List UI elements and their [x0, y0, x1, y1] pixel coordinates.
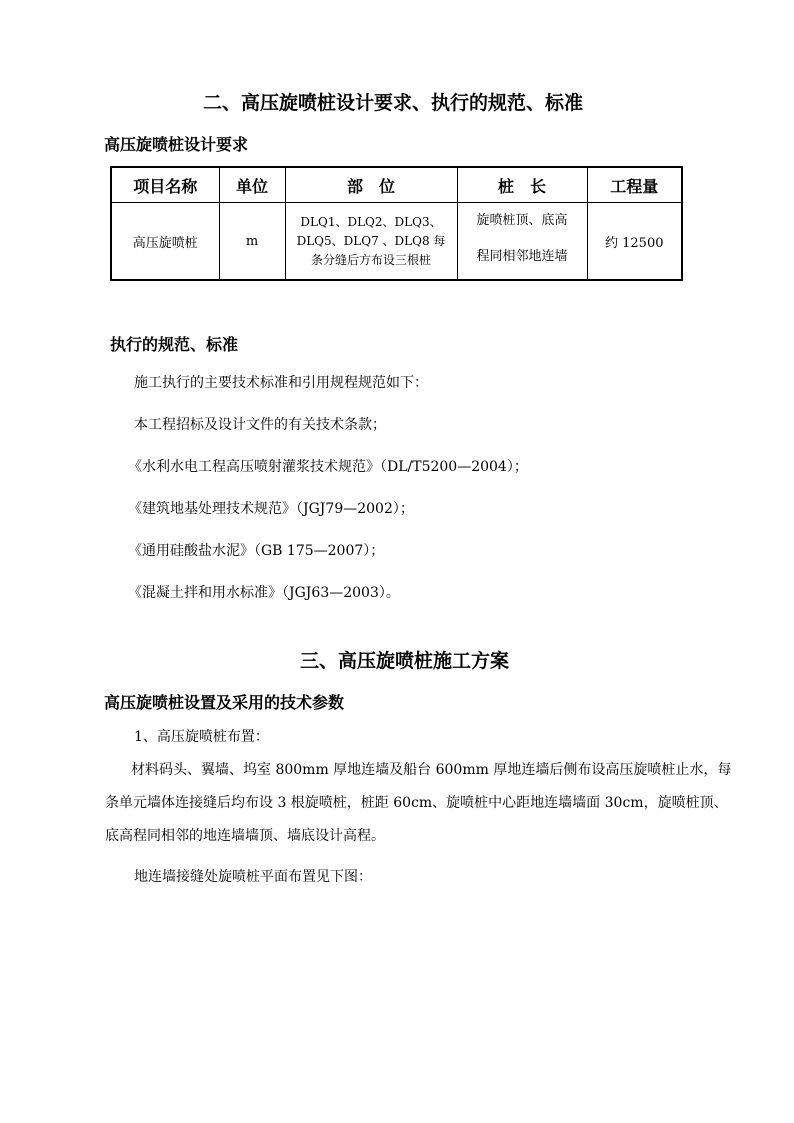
- header-location: 部 位: [285, 167, 457, 203]
- standards-item-5: 《混凝土拌和用水标准》（JGJ63—2003）。: [128, 585, 400, 601]
- figure-note: 地连墙接缝处旋喷桩平面布置见下图：: [134, 869, 372, 885]
- header-pile-length: 桩 长: [457, 167, 587, 203]
- design-requirements-table: [110, 166, 683, 281]
- cell-location-line3: 条分缝后方布设三根桩: [310, 252, 431, 267]
- standards-item-1: 本工程招标及设计文件的有关技术条款；: [134, 417, 386, 433]
- header-item-name: 项目名称: [111, 167, 219, 203]
- cell-pile-length-line2: 程同相邻地连墙: [476, 249, 568, 264]
- cell-quantity: 约 12500: [587, 203, 682, 281]
- cell-pile-length: [457, 203, 587, 281]
- pile-layout-paragraph: 材料码头、翼墙、坞室 800mm 厚地连墙及船台 600mm 厚地连墙后侧布设高压旋喷桩止水，每条单元墙体连接缝后均布设 3 根旋喷桩，桩距 60cm、旋喷桩中心距地连墙墙面 30cm，旋喷桩顶、底高程同相邻的地连墙墙顶、墙底设计高程。: [105, 762, 732, 844]
- cell-location: [285, 203, 457, 281]
- standards-item-2: 《水利水电工程高压喷射灌浆技术规范》（DL/T5200—2004）；: [128, 459, 528, 475]
- pile-layout-item: 1、高压旋喷桩布置：: [134, 729, 269, 745]
- header-quantity: 工程量: [587, 167, 682, 203]
- cell-item-name: 高压旋喷桩: [111, 203, 219, 281]
- table-header-row: [111, 167, 682, 203]
- technical-parameters-heading: 高压旋喷桩设置及采用的技术参数: [104, 693, 345, 712]
- header-unit: 单位: [219, 167, 285, 203]
- table-row: [111, 203, 682, 281]
- standards-item-4: 《通用硅酸盐水泥》（GB 175—2007）；: [128, 543, 385, 559]
- cell-location-line2: DLQ5、DLQ7 、DLQ8 每: [296, 233, 446, 248]
- cell-unit: m: [219, 203, 285, 281]
- section3-title: 三、高压旋喷桩施工方案: [300, 650, 510, 672]
- cell-pile-length-line1: 旋喷桩顶、底高: [476, 213, 568, 228]
- standards-item-3: 《建筑地基处理技术规范》（JGJ79—2002）；: [128, 501, 414, 517]
- standards-heading: 执行的规范、标准: [110, 335, 239, 354]
- cell-location-line1: DLQ1、DLQ2、DLQ3、: [300, 214, 442, 229]
- standards-intro: 施工执行的主要技术标准和引用规程规范如下：: [134, 375, 428, 391]
- section2-title: 二、高压旋喷桩设计要求、执行的规范、标准: [203, 92, 584, 114]
- design-requirements-heading: 高压旋喷桩设计要求: [104, 135, 249, 154]
